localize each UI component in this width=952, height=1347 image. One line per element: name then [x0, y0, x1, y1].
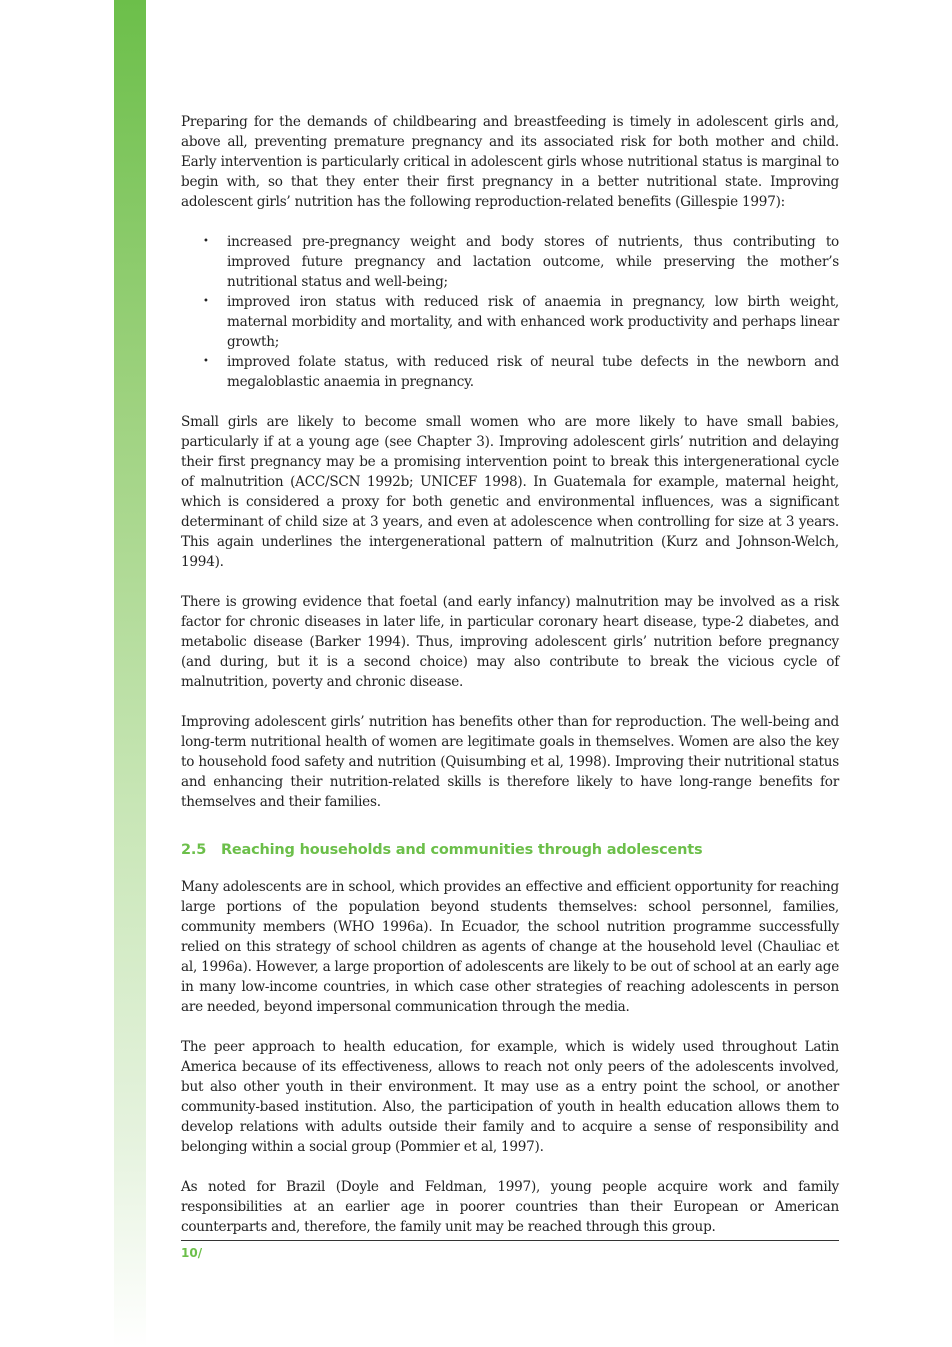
- page-body: [181, 112, 839, 1257]
- footer-rule: [181, 1240, 839, 1241]
- body-paragraph: Many adolescents are in school, which provides an effective and efficient opportunity for reaching large portions of the population beyond students themselves: school personnel, families, community members (WHO 1996a). In Ecuador, the school nutrition programme successfully relied on this strategy of school children as agents of change at the household level (Chauliac et al, 1996a). However, a large proportion of adolescents are likely to be out of school at an early age in many low-income countries, in which case other strategies of reaching adolescents in person are needed, beyond impersonal communication through the media.: [181, 879, 839, 1015]
- page-number: 10/: [181, 1246, 203, 1260]
- list-item: • increased pre-pregnancy weight and body stores of nutrients, thus contributing to improved future pregnancy and lactation outcome, while preserving the mother’s nutritional status and well-being;: [181, 232, 839, 292]
- body-paragraph: There is growing evidence that foetal (and early infancy) malnutrition may be involved as a risk factor for chronic diseases in later life, in particular coronary heart disease, type-2 diabetes, and metabolic disease (Barker 1994). Thus, improving adolescent girls’ nutrition before pregnancy (and during, but it is a second choice) may also contribute to break the vicious cycle of malnutrition, poverty and chronic disease.: [181, 594, 839, 690]
- body-paragraph: Small girls are likely to become small women who are more likely to have small babies, particularly if at a young age (see Chapter 3). Improving adolescent girls’ nutrition and delaying their first pregnancy may be a promising intervention point to break this intergenerational cycle of malnutrition (ACC/SCN 1992b; UNICEF 1998). In Guatemala for example, maternal height, which is considered a proxy for both genetic and environmental influences, was a significant determinant of child size at 3 years, and even at adolescence when controlling for size at 3 years. This again underlines the intergenerational pattern of malnutrition (Kurz and Johnson-Welch, 1994).: [181, 414, 839, 570]
- section-number: 2.5: [181, 842, 207, 858]
- list-item: • improved folate status, with reduced risk of neural tube defects in the newborn and megaloblastic anaemia in pregnancy.: [181, 352, 839, 392]
- section-title: Reaching households and communities through adolescents: [220, 842, 703, 858]
- body-paragraph: Preparing for the demands of childbearing and breastfeeding is timely in adolescent girls and, above all, preventing premature pregnancy and its associated risk for both mother and child. Early intervention is particularly critical in adolescent girls whose nutritional status is marginal to begin with, so that they enter their first pregnancy in a better nutritional state. Improving adolescent girls’ nutrition has the following reproduction-related benefits (Gillespie 1997):: [181, 114, 839, 210]
- body-paragraph: As noted for Brazil (Doyle and Feldman, 1997), young people acquire work and family responsibilities at an earlier age in poorer countries than their European or American counterparts and, therefore, the family unit may be reached through this group.: [181, 1179, 839, 1235]
- list-item: • improved iron status with reduced risk of anaemia in pregnancy, low birth weight, maternal morbidity and mortality, and with enhanced work productivity and perhaps linear growth;: [181, 292, 839, 352]
- body-paragraph: Improving adolescent girls’ nutrition has benefits other than for reproduction. The well-being and long-term nutritional health of women are legitimate goals in themselves. Women are also the key to household food safety and nutrition (Quisumbing et al, 1998). Improving their nutritional status and enhancing their nutrition-related skills is therefore likely to have long-range benefits for themselves and their families.: [181, 714, 839, 810]
- section-heading: [181, 840, 839, 860]
- benefits-list: [181, 232, 839, 392]
- decorative-side-bar: [114, 0, 146, 1347]
- body-paragraph: The peer approach to health education, for example, which is widely used throughout Latin America because of its effectiveness, allows to reach not only peers of the adolescents involved, but also other youth in their environment. It may use as a entry point the school, or another community-based institution. Also, the participation of youth in health education allows them to develop relations with adults outside their family and to acquire a sense of responsibility and belonging within a social group (Pommier et al, 1997).: [181, 1039, 839, 1155]
